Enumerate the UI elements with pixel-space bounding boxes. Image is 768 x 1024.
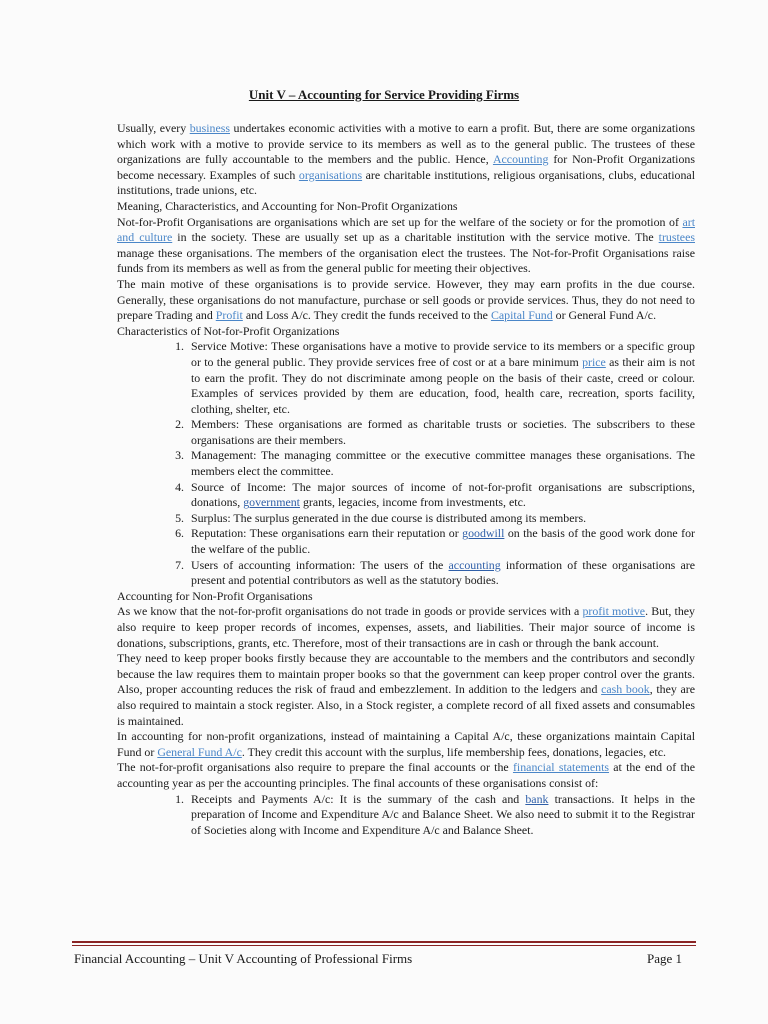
text: information of these organisations are present and potential contributors as well as the statutory bodies. — [191, 557, 696, 588]
text: . They credit this account with the surplus, life membership fees, donations, legacies, etc. — [241, 744, 666, 759]
paragraph-capital-fund — [117, 729, 695, 760]
list-item — [187, 448, 695, 479]
link-cash-book[interactable]: cash book — [601, 682, 650, 697]
section-heading-characteristics: Characteristics of Not-for-Profit Organizations — [117, 323, 340, 338]
text: for Non-Profit Organizations become necessary. Examples of such — [117, 152, 695, 182]
link-business[interactable]: business — [189, 121, 230, 135]
characteristics-list — [117, 339, 695, 589]
link-goodwill[interactable]: goodwill — [462, 526, 505, 541]
list-item — [187, 558, 695, 589]
link-price[interactable]: price — [582, 354, 606, 369]
text: Receipts and Payments A/c: It is the summary of the cash and — [191, 791, 526, 806]
link-accounting[interactable]: Accounting — [492, 152, 549, 167]
paragraph-books — [117, 651, 695, 729]
paragraph-final-accounts — [117, 760, 695, 791]
link-bank[interactable]: bank — [525, 791, 549, 806]
final-accounts-list — [117, 792, 695, 839]
link-financial-statements[interactable]: financial statements — [512, 760, 610, 775]
text: are charitable institutions, religious organisations, clubs, educational institutions, trade unions, etc. — [117, 167, 695, 198]
text: Source of Income: The major sources of income of not-for-profit organisations are subscriptions, donations, — [191, 479, 695, 510]
link-profit-motive[interactable]: profit motive — [582, 604, 646, 619]
text: Management: The managing committee or the executive committee manages these organisations. The members elect the committee. — [191, 448, 695, 479]
paragraph-accounting-intro — [117, 604, 695, 651]
text: , they are also required to maintain a stock register. Also, in a Stock register, a complete record of all fixed assets and consumables is maintained. — [117, 682, 696, 728]
text: as their aim is not to earn the profit. They do not discriminate among people on the basis of their caste, creed or colour. Examples of services provided by them are education, food, health care, recreation, sports facility, clothing, shelter, etc. — [191, 354, 695, 416]
paragraph-motive — [117, 277, 695, 324]
footer-title: Financial Accounting – Unit V Accounting of Professional Firms — [74, 951, 413, 966]
page-title: Unit V – Accounting for Service Providing Firms — [248, 87, 520, 102]
link-art-and-culture[interactable]: art and culture — [117, 214, 695, 245]
page-number: Page 1 — [646, 951, 682, 966]
text: grants, legacies, income from investments, etc. — [299, 495, 526, 510]
list-item — [187, 526, 695, 557]
text: The main motive of these organisations is to provide service. However, they may earn profits in the due course. Generally, these organisations do not manufacture, purchase or sell goods or provide services. Thus, they do not need to prepare Trading and — [117, 276, 695, 323]
text: transactions. It helps in the preparation of Income and Expenditure A/c and Balance Sheet. We also need to submit it to the Registrar of Societies along with Income and Expenditure A/c and Balance Sheet. — [191, 791, 695, 837]
text: Service Motive: These organisations have a motive to provide service to its members or a specific group or to the general public. They provide services free of cost or at a bare minimum — [191, 339, 695, 369]
list-item — [187, 339, 695, 417]
list-item — [187, 792, 695, 839]
text: manage these organisations. The members of the organisation elect the trustees. The Not-for-Profit Organisations raise funds from its members as well as from the general public for meeting their objectives. — [117, 245, 695, 276]
text: Reputation: These organisations earn their reputation or — [191, 526, 463, 541]
section-heading-meaning: Meaning, Characteristics, and Accounting for Non-Profit Organizations — [117, 198, 458, 213]
list-item — [187, 417, 695, 448]
text: or General Fund A/c. — [552, 308, 657, 323]
link-capital-fund[interactable]: Capital Fund — [490, 308, 553, 323]
text: Surplus: The surplus generated in the due course is distributed among its members. — [191, 510, 587, 525]
text: Users of accounting information: The users of the — [191, 557, 449, 572]
section-heading-accounting: Accounting for Non-Profit Organisations — [117, 588, 313, 603]
link-general-fund[interactable]: General Fund A/c — [157, 744, 242, 759]
text: Usually, every — [117, 121, 190, 135]
text: Members: These organisations are formed as charitable trusts or societies. The subscribers to these organisations are their members. — [191, 417, 695, 447]
footer-divider — [72, 941, 696, 943]
list-item — [187, 480, 695, 511]
text: on the basis of the good work done for the welfare of the public. — [191, 526, 695, 557]
paragraph-intro — [117, 121, 695, 199]
text: in the society. These are usually set up as a charitable institution with the service motive. The — [172, 230, 659, 245]
link-organisations[interactable]: organisations — [298, 167, 363, 182]
text: Not-for-Profit Organisations are organisations which are set up for the welfare of the society or for the promotion of — [117, 214, 683, 229]
link-accounting-information[interactable]: accounting — [448, 557, 501, 572]
link-government[interactable]: government — [243, 495, 300, 510]
link-profit[interactable]: Profit — [215, 308, 243, 323]
text: and Loss A/c. They credit the funds received to the — [242, 308, 491, 323]
paragraph-definition — [117, 215, 695, 277]
text: They need to keep proper books firstly because they are accountable to the members and the contributors and secondly because the law requires them to maintain proper books so that the government can keep proper control over the grants. Also, proper accounting reduces the risk of fraud and embezzlement. In addition to the ledgers and — [117, 651, 695, 697]
link-trustees[interactable]: trustees — [658, 230, 695, 245]
text: at the end of the accounting year as per the accounting principles. The final accounts of these organisations consist of: — [117, 760, 695, 790]
text: undertakes economic activities with a motive to earn a profit. But, there are some organizations which work with a motive to provide service to its members as well as to the general public. The trustees of these organizations are fully accountable to the members and the public. Hence, — [117, 121, 695, 167]
list-item — [187, 511, 695, 527]
document-body — [117, 121, 695, 838]
text: The not-for-profit organisations also require to prepare the final accounts or the — [117, 760, 513, 775]
text: . But, they also require to keep proper records of incomes, expenses, assets, and liabilities. Their major source of income is donations, subscriptions, grants, etc. Therefore, most of their transactions are in cash or through the bank account. — [117, 604, 695, 650]
text: As we know that the not-for-profit organisations do not trade in goods or provide services with a — [117, 604, 583, 619]
text: In accounting for non-profit organizations, instead of maintaining a Capital A/c, these organizations maintain Capital Fund or — [117, 729, 695, 759]
footer-divider-thin — [72, 945, 696, 946]
